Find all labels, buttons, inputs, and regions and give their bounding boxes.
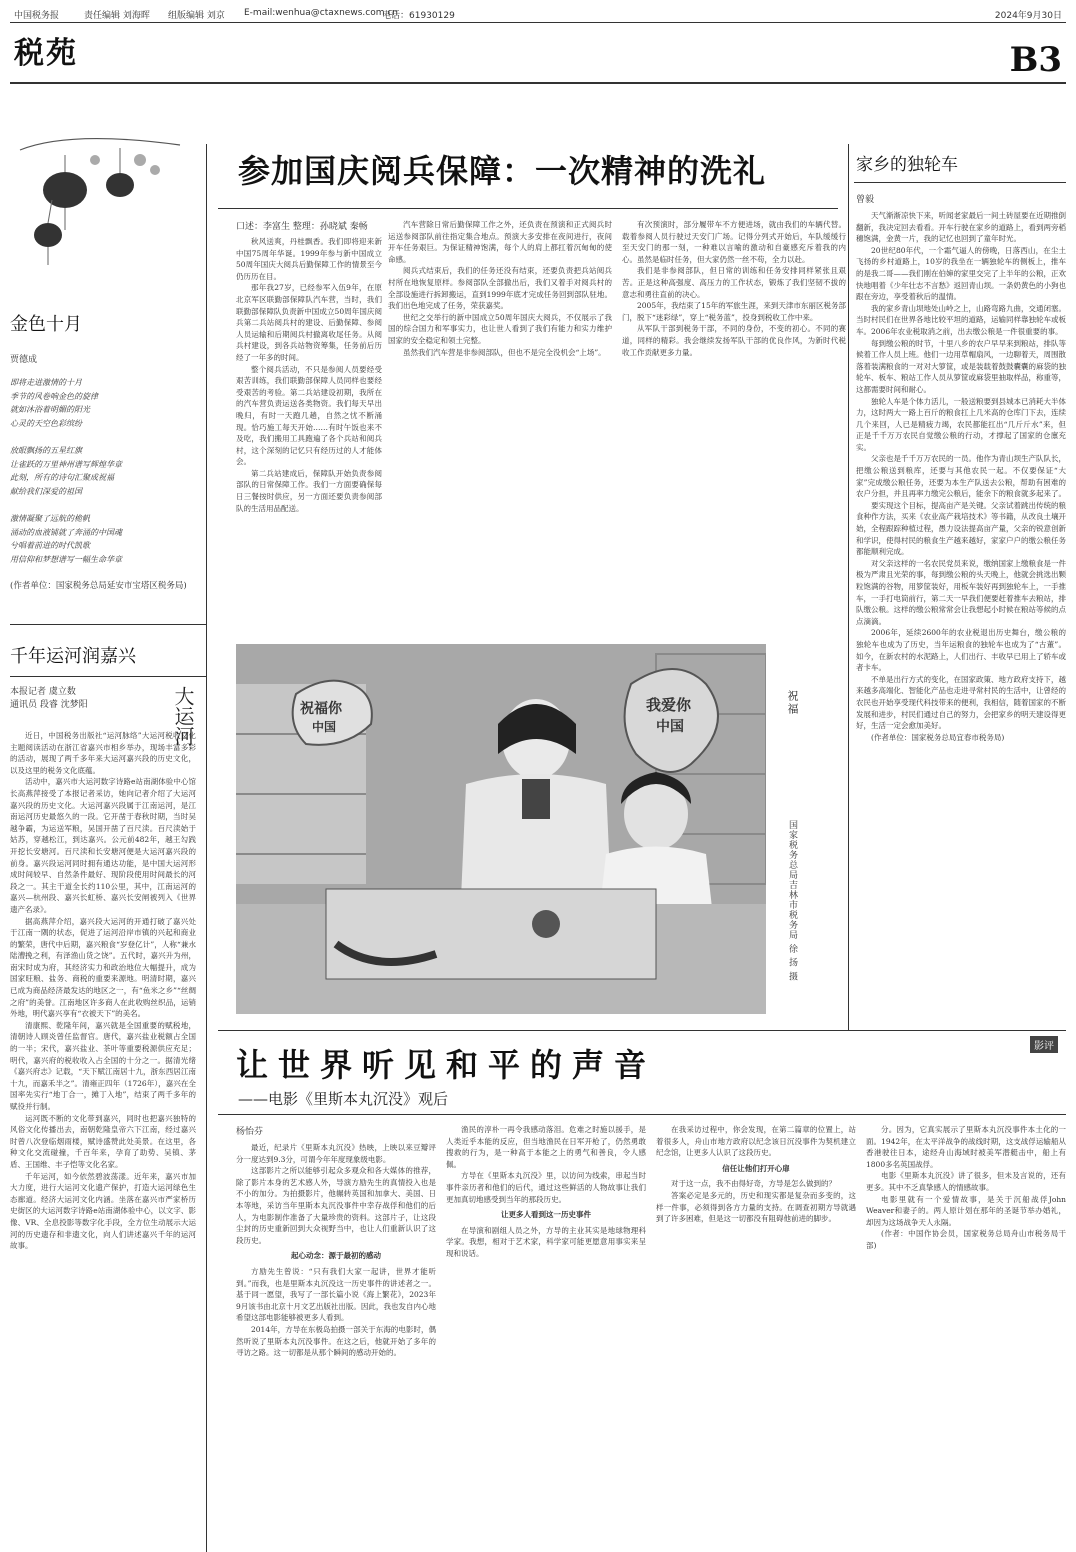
poem-line: 此刻，所有的诗句汇聚成祝福 — [10, 473, 114, 483]
paragraph: 千年运河，如今依然碧波荡漾。近年来，嘉兴市加大力度，进行大运河文化遗产保护，打造大运河绿色生态廊道。经济大运河文化内涵。坐落在嘉兴市严家桥历史街区的大运河数字诗路e站南湖体验中心，以文字、影像、VR、全息投影等数字化手段，全方位生动展示大运河的历史遗存和非遗文化，向人们讲述嘉兴千年的运河故事。 — [10, 1171, 196, 1251]
rule — [854, 182, 1066, 183]
sign-left-line-1: 祝福你 — [300, 701, 342, 717]
canal-reporters: 本报记者 虞立数 — [10, 687, 76, 697]
parade-headline: 参加国庆阅兵保障：一次精神的洗礼 — [238, 152, 767, 190]
review-col-4 — [866, 1124, 1066, 1546]
issue-date: 2024年9月30日 — [994, 11, 1062, 21]
photo-credit: 国家税务总局吉林市税务局 徐 扬 摄 — [787, 820, 797, 982]
paragraph: 方导在《里斯本丸沉没》里，以访问为线索，串起当时事件亲历者和他们的后代，通过这些鲜活的人物故事让我们更加真切地感受到当年的那段历史。 — [446, 1171, 646, 1204]
review-col-1 — [236, 1142, 436, 1546]
phone-text: 电话：61930129 — [382, 11, 455, 21]
paragraph: 汽车营除日常后勤保障工作之外，还负责在预演和正式阅兵时运送参阅部队前往指定集合地点。预演大多安排在夜间进行，夜间开车任务艰巨。为保证精神饱满，每个人的肩上都扛着沉甸甸的使命感。 — [388, 220, 612, 264]
review-tag: 影评 — [1030, 1036, 1058, 1053]
photo — [236, 644, 766, 1014]
wheelbarrow-author: 曾毅 — [856, 195, 875, 205]
page-header — [0, 0, 1076, 22]
paragraph: 对父亲这样的一名农民党员来说，缴纳国家上缴粮食是一件极为严肃且光荣的事，每到缴公粮的头天晚上，他就会挑选出颗粒饱满的谷物，用箩筐装好，用板车装好再到独轮车上，一手推车，一手打电筒前行，第二天一早我们便要赶着推车去粮站，排队缴公粮。这样的缴公粮常常会让我想起小时候在粮站等候的点点滴滴。 — [856, 558, 1066, 626]
paragraph: 整个阅兵活动，不只是参阅人员要经受艰苦训练，我们联勤部保障人员同样也要经受艰苦的考验。第二兵站建设初期，我所在的汽车营负责运送各类物资。我们每天早出晚归，有时一天跑几趟，自然之忧不断涌现。恰巧施工每天开始……有时午饭也来不及吃，我们搬用工具跑遍了各个兵站和阅兵村，这个深刻的记忆只有经历过的人才能体会。 — [236, 364, 382, 467]
paragraph: 对于这一点，我不由得好奇，方导是怎么做到的？ — [671, 1179, 836, 1189]
paragraph: 虽然我们汽车营是非参阅部队，但也不是完全没机会“上场”。 — [403, 347, 606, 357]
wheelbarrow-title: 家乡的独轮车 — [856, 155, 958, 175]
paragraph: 在我采访过程中，你会发现，在第二篇章的位置上，站着很多人，舟山市地方政府以纪念该日沉没事件为契机建立纪念馆，让更多人认识了这段历史。 — [656, 1125, 856, 1158]
paragraph: 父亲也是千千万万农民的一员。他作为青山坝生产队队长，把缴公粮送到粮库，还要与其他农民一起。不仅要保证“大家”完成缴公粮任务，还要为本生产队送去公粮，帮助有困难的农户分担，并且再率力缴完公粮后，能余下的粮食就多起来了。 — [856, 454, 1066, 499]
paragraph: 电影里就有一个爱情故事，是关于沉船战俘John Weaver和妻子的。两人原计划在那年的圣诞节举办婚礼，却因为这场战争天人永隔。 — [866, 1194, 1066, 1227]
review-col-2 — [446, 1124, 646, 1546]
paragraph: 分。因为，它真实展示了里斯本丸沉没事件本土化的一面。1942年，在太平洋战争的战线时期，这支战俘运输船从香港驶往日本，途经舟山海域时被美军潜艇击中，船上有1800多名英国战俘。 — [866, 1125, 1066, 1169]
paragraph: 那年我27岁，已经参军入伍9年，在原北京军区联勤部保障队汽车营，当时，我们联勤部保障队负责新中国成立50周年国庆阅兵第二兵站阅兵村的建设、后勤保障、参阅人员运输和后期阅兵村撤离收尾任务。从阅兵村建设，到各兵站物资筹集，任务前后历经了一年多的时间。 — [236, 283, 382, 362]
paragraph: 最近，纪录片《里斯本丸沉没》热映，上映以来豆瓣评分一度达到9.3分，可谓今年年度现象级电影。 — [236, 1143, 436, 1164]
section-title: 税苑 — [14, 36, 78, 71]
paragraph: 这部影片之所以能够引起众多观众和各大媒体的推荐，除了影片本身的艺术感人外，导演方励先生的真情投入也是不小的加分。为拍摄影片，他辗转英国和加拿大、美国、日本等地，采访当年里斯本丸沉没事件中幸存战俘和他们的后人，为电影制作准备了大量珍贵的资料。这部片子，让这段尘封的历史重新回到大众视野当中，也让人们重新认识了这段历史。 — [236, 1166, 436, 1245]
poem-line: 用信仰和梦想谱写一幅生命华章 — [10, 554, 122, 564]
paragraph: 20世纪80年代，一个霜气逼人的傍晚，日落西山，在尘土飞扬的乡村道路上，10岁的我坐在一辆独轮车的侧板上，推车的是我二哥——我们刚在伯婶的家里交完了上半年的公粮，正欢快地唱着《少年壮志不言愁》返回青山坝。一条奶黄色的小狗也跟在旁边，享受着秋后的温情。 — [856, 245, 1066, 302]
paragraph: 渔民的淳朴一再令我感动落泪。危难之时施以援手，是人类近乎本能的反应，但当地渔民在日军开枪了，仍然勇敢搜救的行为，是一种高于本能之上的勇气和善良，令人感佩。 — [446, 1125, 646, 1169]
review-subhead: 让更多人看到这一历史事件 — [501, 1210, 591, 1220]
editor-credit: 责任编辑 刘海晖 — [84, 11, 150, 21]
review-subhead: 信任让他们打开心扉 — [722, 1163, 790, 1173]
paragraph: 活动中，嘉兴市大运河数字诗路e站南湖体验中心馆长高燕萍接受了本报记者采访，她向记者介绍了大运河嘉兴段的历史文化。大运河嘉兴段属于江南运河，是江南运河历史最悠久的一段。它开凿于春秋时期，当时吴越争霸，为运送军粮，吴国开凿了百尺渎。百尺渎始于姑苏，穿越松江，到达嘉兴。公元前482年，越王勾践开挖长安塘河。百尺渎和长安塘河便是大运河嘉兴段的前身。嘉兴段运河同时拥有通达功能，是中国大运河形成时间较早、自然条件最好、现阶段使用时间最长的河段之一。其主干道全长约110公里，其中，江南运河的嘉兴—杭州段、嘉兴长虹桥、嘉兴长安闸被列入《世界遗产名录》。 — [10, 777, 196, 914]
rule — [10, 624, 206, 625]
parade-col-1 — [236, 236, 382, 626]
paragraph: 从军队干部到税务干部，不同的身份，不变的初心。不同的赛道，同样的精彩。我会继续发扬军队干部的优良作风，为新时代税收工作贡献更多力量。 — [622, 324, 846, 357]
masthead-rule — [10, 82, 1066, 84]
poem-line: 兮唱着前进的时代凯歌 — [10, 541, 90, 551]
column-rule — [206, 144, 207, 1552]
paragraph: 答案必定是多元的，历史和现实都是复杂而多变的，这样一件事，必须得到各方力量的支持。在调查初期方导就遇到了许多困难，但是这一切都没有阻碍他前进的脚步。 — [656, 1190, 856, 1224]
poem-line: 即将走进激情的十月 — [10, 378, 82, 387]
paragraph: 2014年，方导在东极岛拍摄一部关于东海的电影时，偶然听说了里斯本丸沉没事件。在这之后，他就开始了多年的寻访之路。这一切都是从那个瞬间的感动开始的。 — [236, 1324, 436, 1358]
sign-right-line-1: 我爱你 — [646, 696, 692, 714]
parade-col-2 — [388, 219, 612, 626]
header-rule — [10, 22, 1066, 23]
poem-line: 献给我们深爱的祖国 — [10, 486, 82, 496]
paragraph: 秋风送爽，丹桂飘香。我们即将迎来新中国75周年华诞。1999年参与新中国成立50周年国庆大阅兵后勤保障工作的情景至今仍历历在目。 — [236, 237, 382, 281]
canal-correspondents: 通讯员 段睿 沈梦阳 — [10, 700, 88, 710]
poem-line: 季节的风卷响金色的旋律 — [10, 391, 98, 401]
review-author: 杨怡芬 — [236, 1127, 264, 1137]
paragraph: 在导演和剧组人员之外，方导的主业其实是地球物理科学家。我想，相对于艺术家，科学家可能更愿意用事实来呈现和说话。 — [446, 1225, 646, 1258]
paragraph: 独轮人车是个体力活儿，一般送粮要到县城本已消耗大半体力，这时两大一路上百斤的粮食扛上几米高的仓库门下去，连续几个来回，人已是精疲力竭，农民都能扛出“几斤斤水”来，但正是千千万万农民自觉缴公粮的行动，才撑起了国家的仓廪充实。 — [856, 396, 1066, 452]
review-headline: 让世界听见和平的声音 — [236, 1046, 657, 1084]
poem-line: 心灵的天空色彩缤纷 — [10, 418, 82, 428]
canal-stamp: 大运河 — [171, 686, 195, 746]
paragraph: 世纪之交举行的新中国成立50周年国庆大阅兵，不仅展示了我国的综合国力和军事实力，也让世人看到了我们有能力和实力维护国家的安全稳定和领土完整。 — [388, 312, 612, 345]
layout-credit: 组版编辑 刘京 — [168, 11, 225, 21]
rule — [10, 676, 206, 677]
wheelbarrow-body — [856, 210, 1066, 1026]
paragraph: 2006年，延续2600年的农业税退出历史舞台，缴公粮的独轮车也成为了历史，当年运粮食的独轮车也成为了“古董”。如今，在新农村的水泥路上，人们出行、丰收早已用上了轿车或者卡车。 — [856, 628, 1066, 673]
poem-stanza-1 — [10, 376, 98, 430]
poem-note: (作者单位：国家税务总局延安市宝塔区税务局) — [10, 581, 187, 591]
paragraph: 据高燕萍介绍，嘉兴段大运河的开通打破了嘉兴处于江南一隅的状态，促进了运河沿岸市镇的兴起和商业的繁荣，唐代中后期，嘉兴粮食“岁登亿计”，人称“兼水陆漕挽之利，有泽渔山货之饶”。五代时，嘉兴升为州，南宋时成为府，其经济实力和政治地位大幅提升，成为国家旺粮、盐务、商税的重要来源地。明清时期，嘉兴已成为商品经济最发达的地区之一，有“鱼米之乡”“丝绸之府”的美誉。江南地区许多商人在此收购丝织品，运销外地，明代嘉兴享有“衣被天下”的美名。 — [10, 916, 196, 1019]
parade-byline: 口述：李富生 整理：孙晓斌 秦畅 — [236, 222, 368, 232]
paragraph: 有次预演时，部分履带车不方便进场，就由我们的车辆代替。载着参阅人员行驶过天安门广场。记得分列式开始后，车队缓缓行至天安门的那一刻，一种难以言喻的激动和自豪感充斥着我的内心。虽然是临时任务，但大家仍然一丝不苟，全力以赴。 — [622, 220, 846, 264]
paragraph: (作者单位：国家税务总局宜春市税务局) — [871, 732, 1005, 742]
paragraph: 天气渐渐凉快下来，听闻老家最后一间土砖屋要在近期推倒翻新，我决定回去看看。开车行驶在家乡的道路上，看到两旁稻穗饱满，金黄一片，我的记忆也回到了童年时光。 — [856, 211, 1066, 244]
column-rule — [848, 144, 849, 1030]
page-number: B3 — [1009, 40, 1062, 80]
poem-line: 就如沐浴着明媚的阳光 — [10, 405, 90, 415]
paragraph: (作者：中国作协会员，国家税务总局舟山市税务局干部) — [866, 1229, 1066, 1250]
poem-author: 贾德成 — [10, 355, 38, 365]
paragraph: 我的家乡青山坝地处山岭之上，山路弯路九曲，交通闭塞。当时村民们在世界各地比较平坦的道路，运输同样靠独轮车或板车。2006年农业税取消之前，出去缴公粮是一件很重要的事。 — [856, 303, 1066, 336]
sign-right-line-2: 中国 — [656, 719, 684, 735]
poem-line: 涌动的血液铺就了奔涌的中国魂 — [10, 527, 122, 537]
email-text: E-mail:wenhua@ctaxnews.com.cn — [244, 8, 398, 18]
paragraph: 阅兵式结束后，我们的任务还没有结束，还要负责把兵站阅兵村所在地恢复原样。参阅部队全部撤出后，我们又着手对阅兵村的全部设施进行拆卸搬运，直到1999年底才完成任务回到部队驻地。我们出色地完成了任务，荣获嘉奖。 — [388, 266, 612, 311]
poem-stanza-2 — [10, 444, 122, 498]
review-subhead: 起心动念：源于最初的感动 — [291, 1251, 381, 1261]
paragraph: 不单是出行方式的变化，在国家政策、地方政府支持下，越来越多高端化、智能化产品也走进寻常村民的生活中，让曾经的农民也开始享受现代科技带来的便利，我相信，随着国家的不断发展和进步，村民们通过自己的努力，会把家乡的明天建设得更好，生活一定会愈加美好。 — [856, 674, 1066, 731]
poem-title: 金色十月 — [10, 314, 82, 335]
parade-col-3 — [622, 219, 846, 626]
poem-line: 激情凝聚了远航的桅帆 — [10, 514, 90, 523]
photo-caption-title: 祝福 — [786, 690, 799, 716]
rule — [218, 1114, 1066, 1115]
paper-name: 中国税务报 — [14, 11, 60, 21]
paragraph: 清康熙、乾隆年间，嘉兴就是全国重要的赋税地，清朝诗人顾炎曾任监督官。唐代，嘉兴盐业税额占全国的一半；宋代，嘉兴盐业、茶叶等重要税源供应充足；明代，嘉兴府的税收收入占全国的十分之一。据清光绪《嘉兴府志》记载，“天下赋江南居十九，浙东西居江南十九，而嘉禾半之”。清雍正四年（1726年），嘉兴在全国率先实行“地丁合一，摊丁入地”，结束了两千多年的赋役并行制。 — [10, 1020, 196, 1111]
paragraph: 第二兵站建成后，保障队开始负责参阅部队的日常保障工作。我们一方面要确保每日三餐按时供应，另一方面还要负责参阅部队的生活用品配送。 — [236, 468, 382, 513]
lantern-illustration — [10, 130, 190, 270]
poem-line: 放眼飘扬的五星红旗 — [10, 446, 82, 455]
paragraph: 近日，中国税务出版社“运河脉络”大运河税收文化主题阅读活动在浙江省嘉兴市相乡举办，现场丰富多彩的活动，展现了两千多年来大运河嘉兴段的历史文化，以及这里的税务文化底蕴。 — [10, 731, 196, 775]
paragraph: 每到缴公粮的时节，十里八乡的农户早早来到粮站，排队等候着工作人员上班。他们一边用草帽扇风，一边聊着天，周围散落着装满粮食的一对对大箩筐，或是装载着鼓鼓囊囊的麻袋的独轮车、板车、粮站工作人员从箩筐或麻袋里抽取样品，称重等，这都需要时间和耐心。 — [856, 338, 1066, 394]
review-col-3 — [656, 1124, 856, 1546]
review-subtitle: ——电影《里斯本丸沉没》观后 — [238, 1090, 449, 1108]
canal-title: 千年运河润嘉兴 — [10, 646, 136, 667]
paragraph: 运河既不断的文化带到嘉兴，同时也把嘉兴独特的风俗文化传播出去，南朝乾隆皇帝六下江南，经过嘉兴时曾八次登临烟雨楼，赋诗盛赞此处美景。在这里，各种文化交流碰撞，千百年来，孕育了助势、吴镇、茅盾、王国维、丰子恺等文化名家。 — [10, 1113, 196, 1169]
paragraph: 电影《里斯本丸沉没》讲了很多，但未及言说的，还有更多。其中不乏真挚感人的情感故事。 — [866, 1171, 1066, 1192]
paragraph: 方励先生曾说：“只有我们大家一起讲，世界才能听到。”而我，也是里斯本丸沉没这一历史事件的讲述者之一。基于同一愿望，我写了一部长篇小说《海上繁花》，2023年9月该书由北京十月文艺出版社出版。因此，我也发自内心地希望这部电影能够被更多人看到。 — [236, 1266, 436, 1323]
poem-line: 让雀跃的万里神州谱写辉煌华章 — [10, 459, 122, 469]
paragraph: 2005年，我结束了15年的军旅生涯，来到天津市东丽区税务部门，脱下“迷彩绿”，穿上“税务蓝”，投身到税收工作中来。 — [622, 301, 846, 322]
rule — [218, 208, 838, 209]
canal-body — [10, 730, 196, 1546]
rule — [218, 1030, 1066, 1031]
poem-stanza-3 — [10, 512, 122, 566]
sign-left-line-2: 中国 — [312, 720, 337, 734]
paragraph: 我们是非参阅部队，但日常的训练和任务安排同样紧张且艰苦。正是这种高强度、高压力的工作状态，锻炼了我们坚韧不拔的意志和勇往直前的决心。 — [622, 266, 846, 299]
paragraph: 要实现这个目标，提高亩产是关键。父亲试着跳出传统的粮食种作方法，买来《农业高产栽培技术》等书籍，从改良土壤开始，全程跟踪种植过程，愚力设法提高亩产量，父亲的锐意创新和学识，使得村民的粮食生产越来越好，家家户户的缴公粮任务都能顺利完成。 — [856, 500, 1066, 557]
